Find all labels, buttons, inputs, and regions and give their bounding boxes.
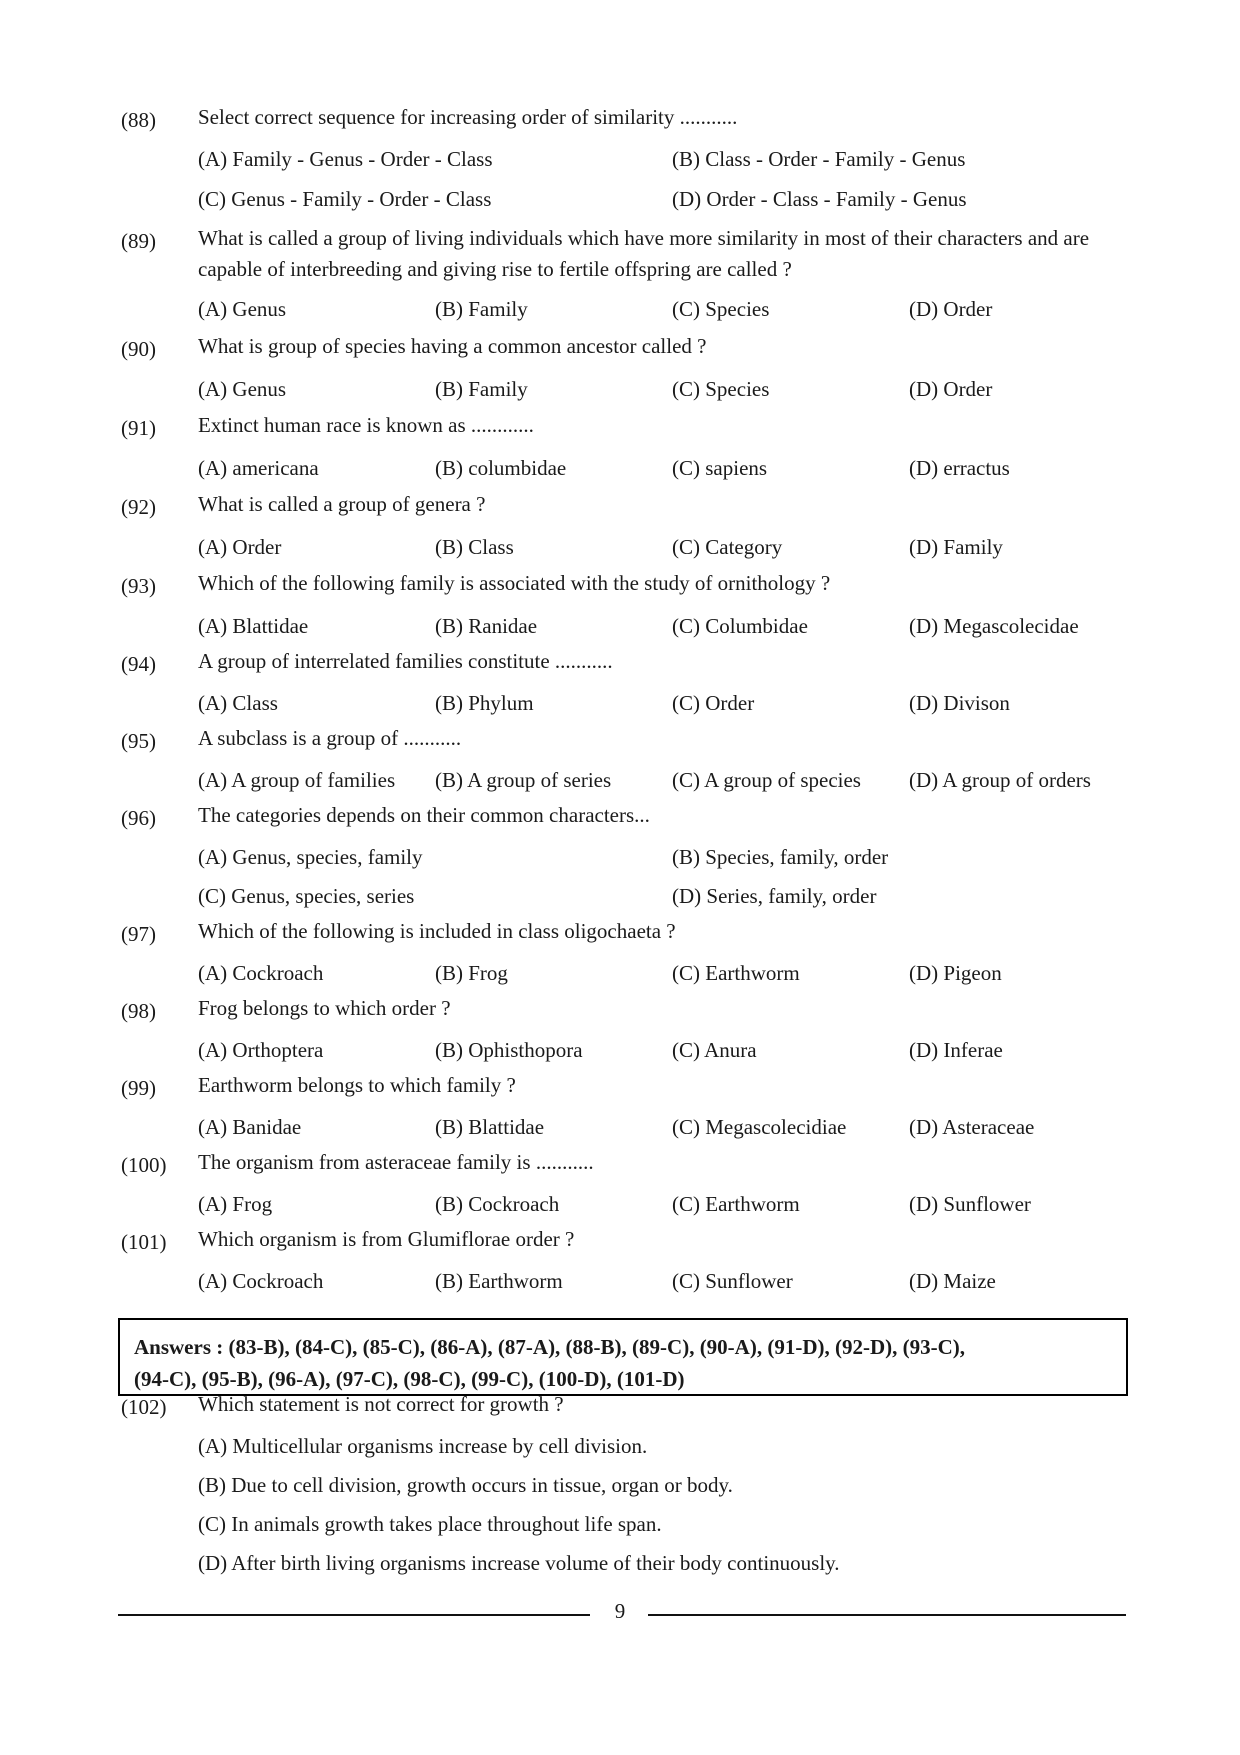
question-text: What is called a group of living individuals which have more similarity in most of their characters and are capable of interbreeding and giving rise to fertile offspring are called ? <box>198 226 1090 281</box>
option-d: (D) Series, family, order <box>672 884 877 908</box>
answer-key-box <box>118 1318 1128 1396</box>
option-c: (C) sapiens <box>672 456 768 480</box>
question-text: The organism from asteraceae family is ........... <box>198 1150 594 1174</box>
option-a: (A) Genus <box>198 297 287 321</box>
option-d: (D) Pigeon <box>909 961 1002 985</box>
option-b: (B) Blattidae <box>435 1115 545 1139</box>
option-c: (C) Sunflower <box>672 1269 793 1293</box>
option-c: (C) Earthworm <box>672 961 800 985</box>
question-number: (102) <box>121 1395 167 1419</box>
option-b: (B) Family <box>435 297 528 321</box>
question-text: Which statement is not correct for growth ? <box>198 1392 564 1416</box>
option-d: (D) Asteraceae <box>909 1115 1035 1139</box>
question-number: (96) <box>121 806 156 830</box>
question-number: (93) <box>121 574 156 598</box>
question-number: (97) <box>121 922 156 946</box>
question-number: (92) <box>121 495 156 519</box>
answer-key-line-2: (94-C), (95-B), (96-A), (97-C), (98-C), (99-C), (100-D), (101-D) <box>134 1367 685 1391</box>
option-b: (B) Frog <box>435 961 508 985</box>
option-d: (D) After birth living organisms increase volume of their body continuously. <box>198 1551 840 1575</box>
option-a: (A) A group of families <box>198 768 396 792</box>
footer-rule-left <box>118 1614 590 1616</box>
option-b: (B) Class <box>435 535 514 559</box>
option-a: (A) Cockroach <box>198 1269 324 1293</box>
option-c: (C) Category <box>672 535 783 559</box>
option-c: (C) In animals growth takes place throughout life span. <box>198 1512 662 1536</box>
option-d: (D) Maize <box>909 1269 996 1293</box>
option-d: (D) Order <box>909 297 993 321</box>
question-text: The categories depends on their common characters... <box>198 803 650 827</box>
option-b: (B) Ophisthopora <box>435 1038 583 1062</box>
option-a: (A) Family - Genus - Order - Class <box>198 147 493 171</box>
option-c: (C) Species <box>672 297 770 321</box>
question-text: What is called a group of genera ? <box>198 492 486 516</box>
footer-rule-right <box>648 1614 1126 1616</box>
question-number: (91) <box>121 416 156 440</box>
option-c: (C) Genus, species, series <box>198 884 415 908</box>
option-a: (A) Genus <box>198 377 287 401</box>
option-b: (B) Class - Order - Family - Genus <box>672 147 966 171</box>
question-text: Which organism is from Glumiflorae order ? <box>198 1227 575 1251</box>
option-d: (D) Order - Class - Family - Genus <box>672 187 967 211</box>
question-number: (90) <box>121 337 156 361</box>
option-b: (B) A group of series <box>435 768 612 792</box>
question-text: Which of the following family is associated with the study of ornithology ? <box>198 571 831 595</box>
option-b: (B) Due to cell division, growth occurs in tissue, organ or body. <box>198 1473 733 1497</box>
question-text: A group of interrelated families constitute ........... <box>198 649 613 673</box>
option-d: (D) Megascolecidae <box>909 614 1079 638</box>
option-a: (A) Blattidae <box>198 614 309 638</box>
option-c: (C) A group of species <box>672 768 861 792</box>
option-d: (D) Divison <box>909 691 1010 715</box>
option-d: (D) Sunflower <box>909 1192 1031 1216</box>
option-b: (B) Ranidae <box>435 614 538 638</box>
question-number: (100) <box>121 1153 167 1177</box>
question-number: (88) <box>121 108 156 132</box>
option-c: (C) Megascolecidiae <box>672 1115 847 1139</box>
option-d: (D) erractus <box>909 456 1010 480</box>
question-text: A subclass is a group of ........... <box>198 726 462 750</box>
option-b: (B) columbidae <box>435 456 567 480</box>
question-number: (89) <box>121 229 156 253</box>
option-a: (A) Orthoptera <box>198 1038 324 1062</box>
option-c: (C) Earthworm <box>672 1192 800 1216</box>
option-c: (C) Order <box>672 691 755 715</box>
option-a: (A) Frog <box>198 1192 273 1216</box>
option-b: (B) Cockroach <box>435 1192 560 1216</box>
option-c: (C) Anura <box>672 1038 757 1062</box>
question-text: Which of the following is included in class oligochaeta ? <box>198 919 676 943</box>
question-number: (101) <box>121 1230 167 1254</box>
question-number: (94) <box>121 652 156 676</box>
option-a: (A) Genus, species, family <box>198 845 423 869</box>
option-a: (A) Class <box>198 691 278 715</box>
question-text: Extinct human race is known as ............ <box>198 413 534 437</box>
option-b: (B) Family <box>435 377 528 401</box>
option-b: (B) Earthworm <box>435 1269 563 1293</box>
question-number: (98) <box>121 999 156 1023</box>
option-d: (D) Order <box>909 377 993 401</box>
option-b: (B) Species, family, order <box>672 845 889 869</box>
option-a: (A) Cockroach <box>198 961 324 985</box>
page-number: 9 <box>614 1599 626 1623</box>
question-number: (95) <box>121 729 156 753</box>
option-b: (B) Phylum <box>435 691 534 715</box>
option-d: (D) Family <box>909 535 1003 559</box>
option-c: (C) Species <box>672 377 770 401</box>
option-c: (C) Columbidae <box>672 614 808 638</box>
option-a: (A) Banidae <box>198 1115 302 1139</box>
option-a: (A) Order <box>198 535 282 559</box>
question-text: What is group of species having a common ancestor called ? <box>198 334 707 358</box>
answer-key-line-1: Answers : (83-B), (84-C), (85-C), (86-A), (87-A), (88-B), (89-C), (90-A), (91-D), (92-D), (93-C), <box>134 1335 966 1359</box>
option-d: (D) Inferae <box>909 1038 1003 1062</box>
question-text: Earthworm belongs to which family ? <box>198 1073 516 1097</box>
question-number: (99) <box>121 1076 156 1100</box>
option-d: (D) A group of orders <box>909 768 1091 792</box>
option-a: (A) Multicellular organisms increase by cell division. <box>198 1434 648 1458</box>
option-a: (A) americana <box>198 456 319 480</box>
option-c: (C) Genus - Family - Order - Class <box>198 187 492 211</box>
question-text: Select correct sequence for increasing order of similarity ........... <box>198 105 738 129</box>
question-text: Frog belongs to which order ? <box>198 996 451 1020</box>
